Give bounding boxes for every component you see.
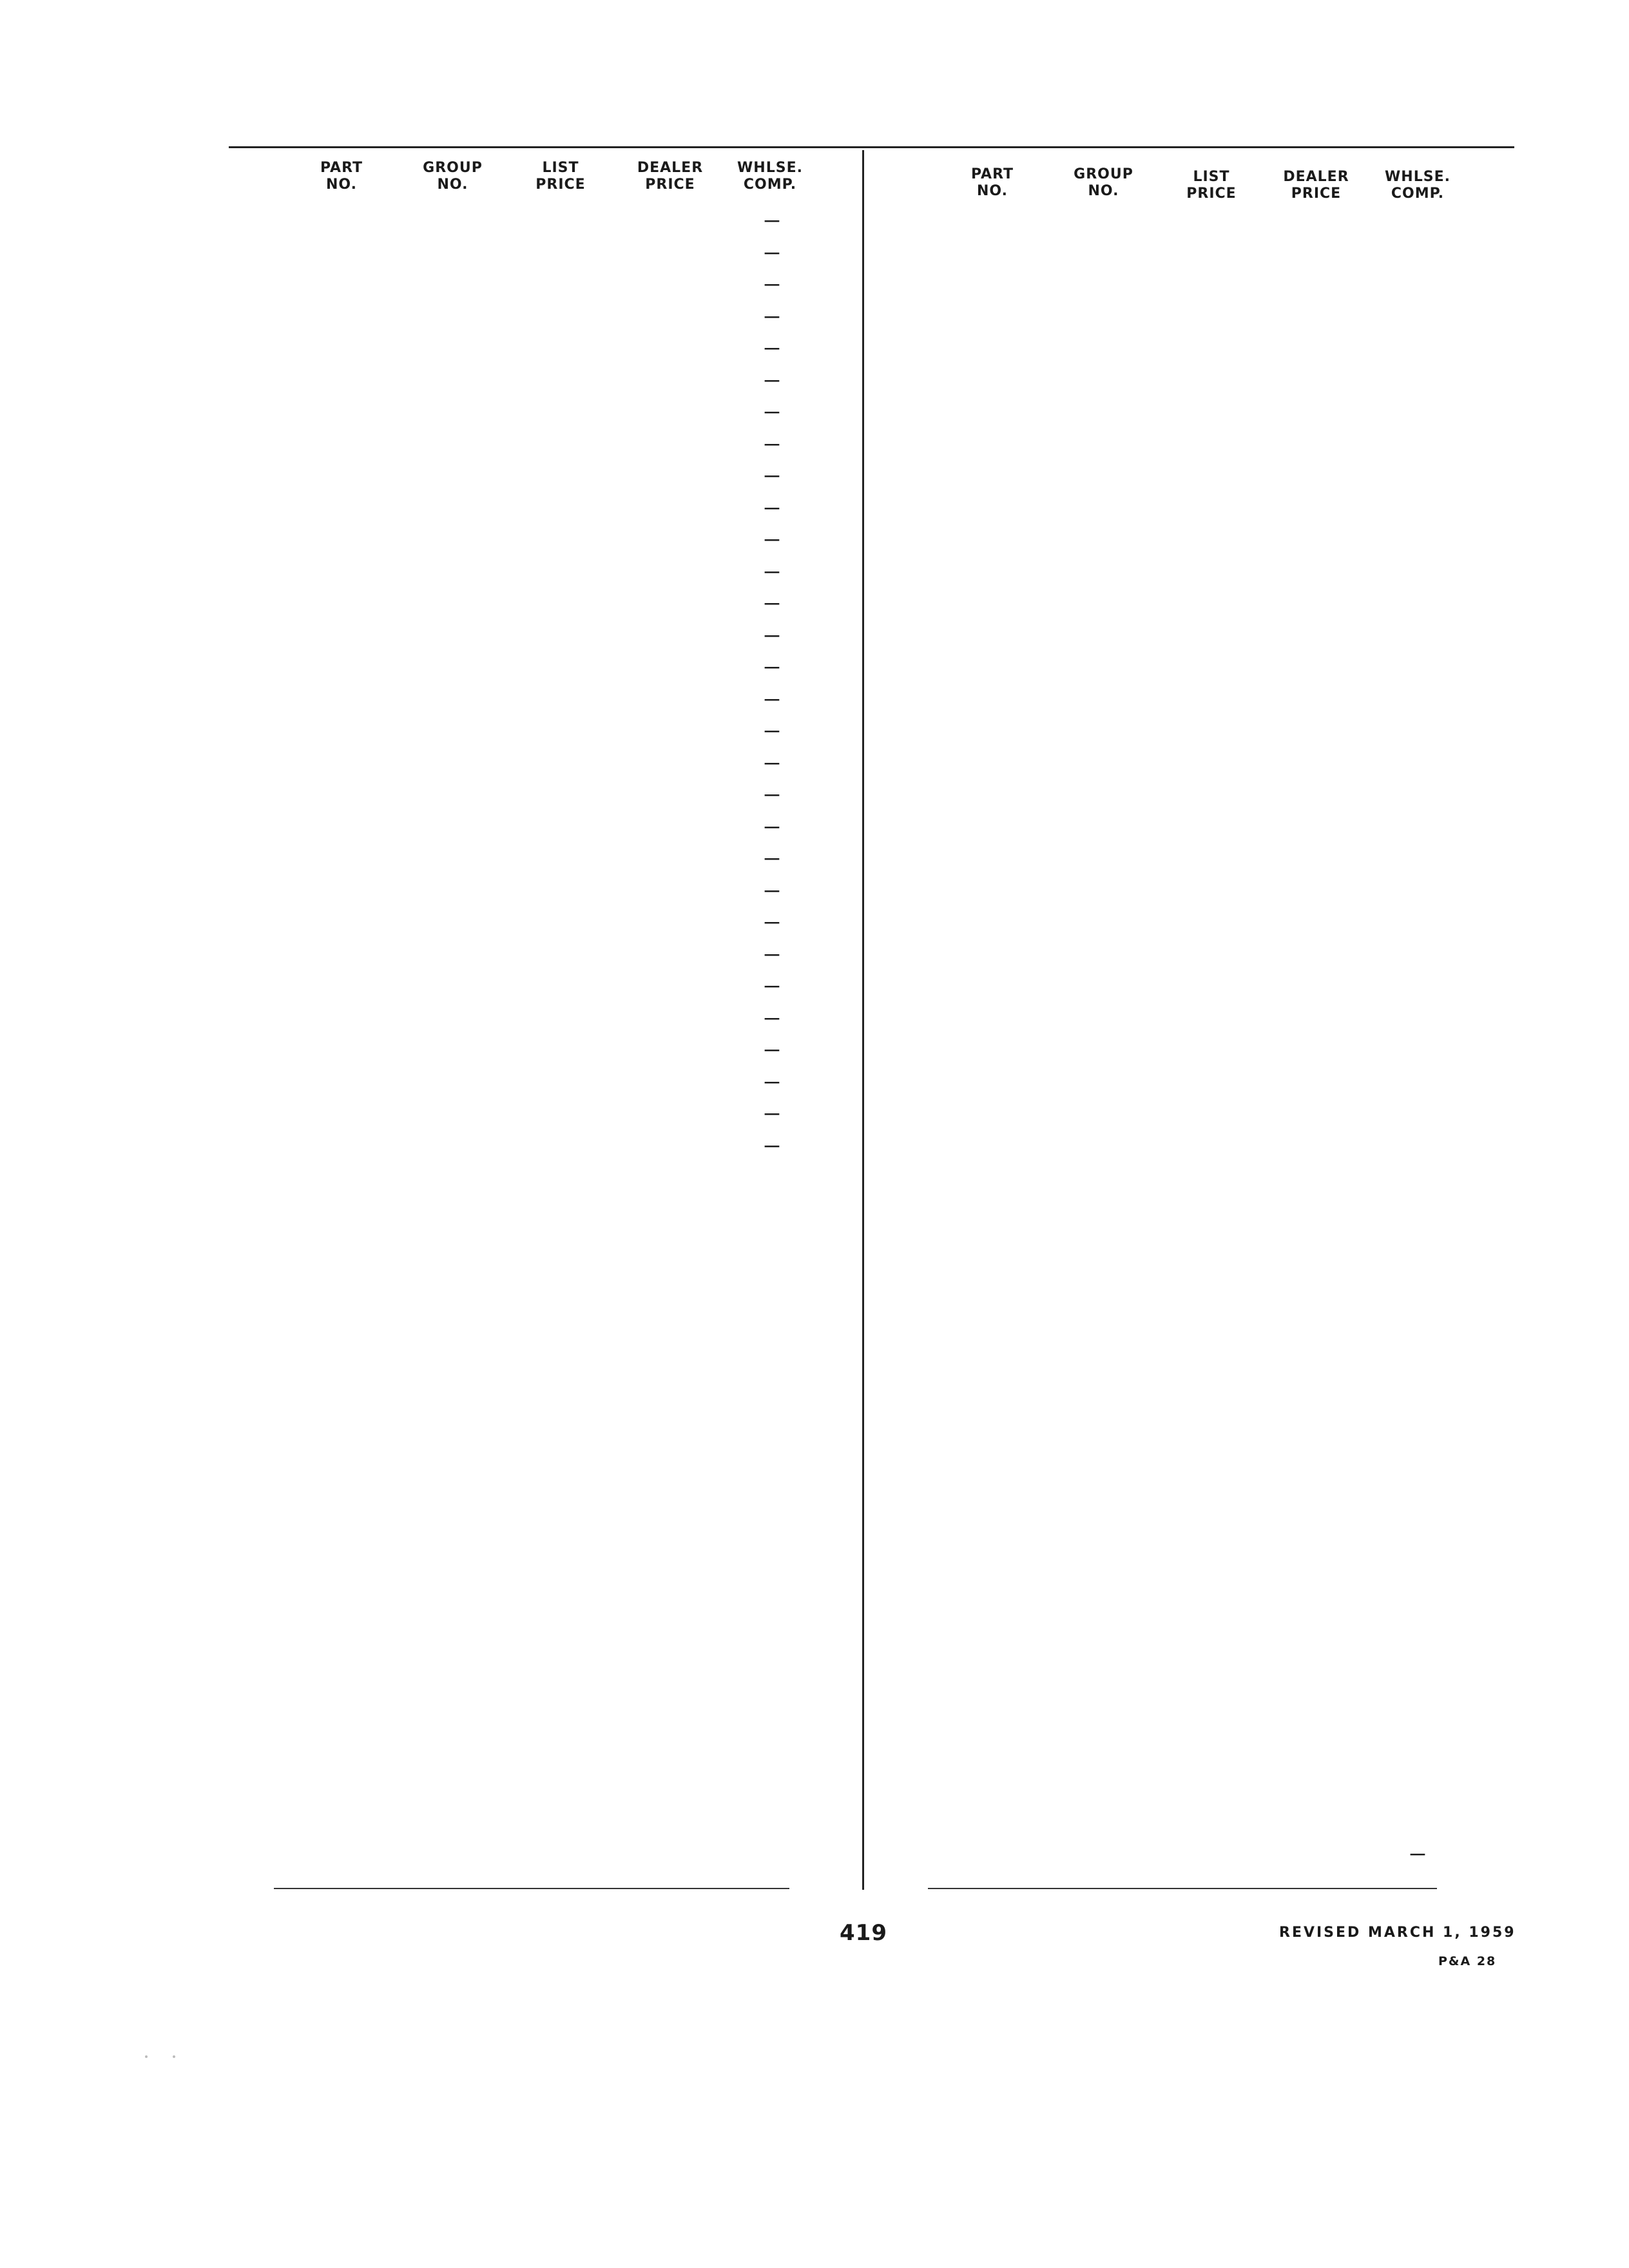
cell-whlse-comp: — [764,622,780,648]
cell-whlse-comp: — [764,1037,780,1062]
cell-whlse-comp: — [764,367,780,393]
header-dealer-price: DEALER PRICE [637,160,704,193]
header-part-no: PART NO. [970,166,1014,199]
cell-whlse-comp: — [764,1004,780,1031]
bottom-rule-right [928,1888,1437,1889]
cell-whlse-comp: — [764,749,780,776]
scan-speck [145,2055,148,2058]
cell-whlse-comp: — [764,526,780,552]
cell-whlse-comp: — [764,909,780,935]
cell-whlse-comp: — [764,1132,780,1158]
cell-whlse-comp: — [764,877,780,903]
cell-whlse-comp: — [764,558,780,584]
header-list-price: LIST PRICE [535,160,586,193]
cell-whlse-comp: — [764,973,780,999]
header-group-no: GROUP NO. [1074,166,1133,199]
cell-whlse-comp: — [764,207,780,233]
header-whlse-comp: WHLSE. COMP. [737,160,803,193]
cell-whlse-comp: — [764,686,780,712]
cell-whlse-comp: — [764,813,780,840]
cell-whlse-comp: — [764,941,780,967]
cell-whlse-comp: — [764,590,780,616]
cell-whlse-comp: — [764,845,780,871]
page-number: 419 [840,1920,887,1946]
scan-speck [173,2055,175,2058]
header-list-price: LIST PRICE [1186,169,1237,202]
cell-whlse-comp: — [764,494,780,521]
top-rule [229,146,1514,148]
cell-whlse-comp: — [764,335,780,361]
cell-whlse-comp: — [764,239,780,265]
cell-whlse-comp: — [764,399,780,425]
header-whlse-comp: WHLSE. COMP. [1385,169,1451,202]
cell-whlse-comp: — [764,430,780,457]
cell-whlse-comp: — [764,271,780,297]
cell-whlse-comp: — [764,654,780,680]
header-part-no: PART NO. [320,160,363,193]
bottom-rule-left [274,1888,789,1889]
revised-date: REVISED MARCH 1, 1959 [1279,1925,1516,1941]
section-code: P&A 28 [1438,1954,1497,1968]
column-divider [862,150,864,1890]
cell-whlse-comp: — [1409,1840,1426,1867]
cell-whlse-comp: — [764,303,780,329]
cell-whlse-comp: — [764,718,780,744]
header-dealer-price: DEALER PRICE [1283,169,1349,202]
cell-whlse-comp: — [764,782,780,807]
cell-whlse-comp: — [764,1068,780,1095]
cell-whlse-comp: — [764,1100,780,1126]
cell-whlse-comp: — [764,463,780,488]
header-group-no: GROUP NO. [423,160,483,193]
